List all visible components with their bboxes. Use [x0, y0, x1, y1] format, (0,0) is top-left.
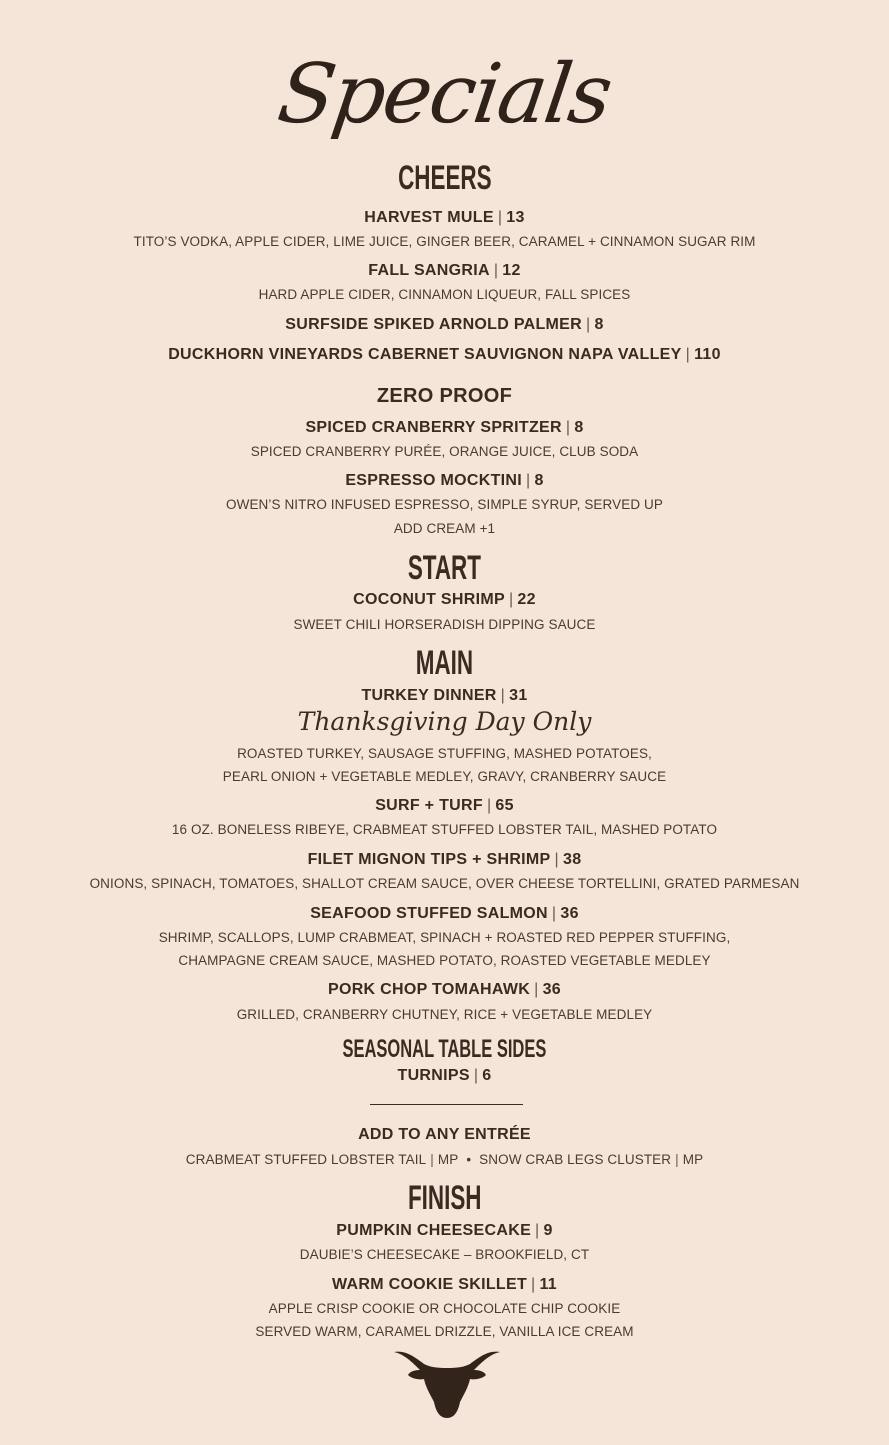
section-heading-sides: SEASONAL TABLE SIDES [342, 1035, 547, 1063]
menu-item: WARM COOKIE SKILLET | 11 [331, 1276, 557, 1293]
section-heading-cheers: CHEERS [397, 159, 492, 197]
item-description: HARD APPLE CIDER, CINNAMON LIQUEUR, FALL SPICES [258, 287, 631, 302]
menu-item: SURF + TURF | 65 [375, 797, 514, 814]
item-description: TITO’S VODKA, APPLE CIDER, LIME JUICE, GINGER BEER, CARAMEL + CINNAMON SUGAR RIM [133, 234, 756, 249]
item-note: Thanksgiving Day Only [297, 707, 592, 736]
item-description: ONIONS, SPINACH, TOMATOES, SHALLOT CREAM SAUCE, OVER CHEESE TORTELLINI, GRATED PARMESAN [89, 876, 800, 891]
item-description: ADD CREAM +1 [393, 521, 496, 536]
add-on-heading: ADD TO ANY ENTRÉE [358, 1126, 531, 1143]
longhorn-bull-icon [394, 1348, 500, 1420]
divider [370, 1104, 523, 1105]
item-description: APPLE CRISP COOKIE OR CHOCOLATE CHIP COOKIE [268, 1301, 621, 1316]
item-description: SHRIMP, SCALLOPS, LUMP CRABMEAT, SPINACH + ROASTED RED PEPPER STUFFING, [158, 930, 731, 945]
menu-item: PORK CHOP TOMAHAWK | 36 [327, 981, 562, 998]
menu-item: DUCKHORN VINEYARDS CABERNET SAUVIGNON NAPA VALLEY | 110 [168, 346, 721, 363]
section-heading-main: MAIN [415, 644, 474, 682]
item-description: SWEET CHILI HORSERADISH DIPPING SAUCE [293, 617, 596, 632]
menu-item: COCONUT SHRIMP | 22 [353, 591, 536, 608]
item-description: OWEN’S NITRO INFUSED ESPRESSO, SIMPLE SYRUP, SERVED UP [226, 497, 663, 512]
section-heading-finish: FINISH [407, 1179, 482, 1217]
item-description: 16 OZ. BONELESS RIBEYE, CRABMEAT STUFFED LOBSTER TAIL, MASHED POTATO [171, 822, 718, 837]
menu-item: PUMPKIN CHEESECAKE | 9 [336, 1222, 553, 1239]
menu-item: SURFSIDE SPIKED ARNOLD PALMER | 8 [285, 316, 604, 333]
menu-item: TURKEY DINNER | 31 [361, 687, 528, 704]
section-heading-zero-proof: ZERO PROOF [376, 385, 513, 407]
item-description: CHAMPAGNE CREAM SAUCE, MASHED POTATO, ROASTED VEGETABLE MEDLEY [178, 953, 711, 968]
section-heading-start: START [407, 549, 482, 587]
menu-item: HARVEST MULE | 13 [364, 209, 525, 226]
item-description: DAUBIE’S CHEESECAKE – BROOKFIELD, CT [299, 1247, 590, 1262]
item-description: SPICED CRANBERRY PURÉE, ORANGE JUICE, CLUB SODA [250, 444, 639, 459]
menu-item: FILET MIGNON TIPS + SHRIMP | 38 [307, 851, 582, 868]
menu-item: FALL SANGRIA | 12 [368, 262, 521, 279]
item-description: ROASTED TURKEY, SAUSAGE STUFFING, MASHED POTATOES, [237, 746, 652, 761]
item-description: GRILLED, CRANBERRY CHUTNEY, RICE + VEGETABLE MEDLEY [236, 1007, 653, 1022]
item-description: SERVED WARM, CARAMEL DRIZZLE, VANILLA ICE CREAM [255, 1324, 634, 1339]
menu-title: Specials [272, 47, 617, 142]
menu-item: SPICED CRANBERRY SPRITZER | 8 [305, 419, 584, 436]
item-description: PEARL ONION + VEGETABLE MEDLEY, GRAVY, CRANBERRY SAUCE [222, 769, 667, 784]
add-on-items: CRABMEAT STUFFED LOBSTER TAIL | MP • SNOW CRAB LEGS CLUSTER | MP [185, 1152, 704, 1167]
menu-item: TURNIPS | 6 [397, 1067, 492, 1084]
menu-item: ESPRESSO MOCKTINI | 8 [345, 472, 544, 489]
menu-item: SEAFOOD STUFFED SALMON | 36 [310, 905, 579, 922]
